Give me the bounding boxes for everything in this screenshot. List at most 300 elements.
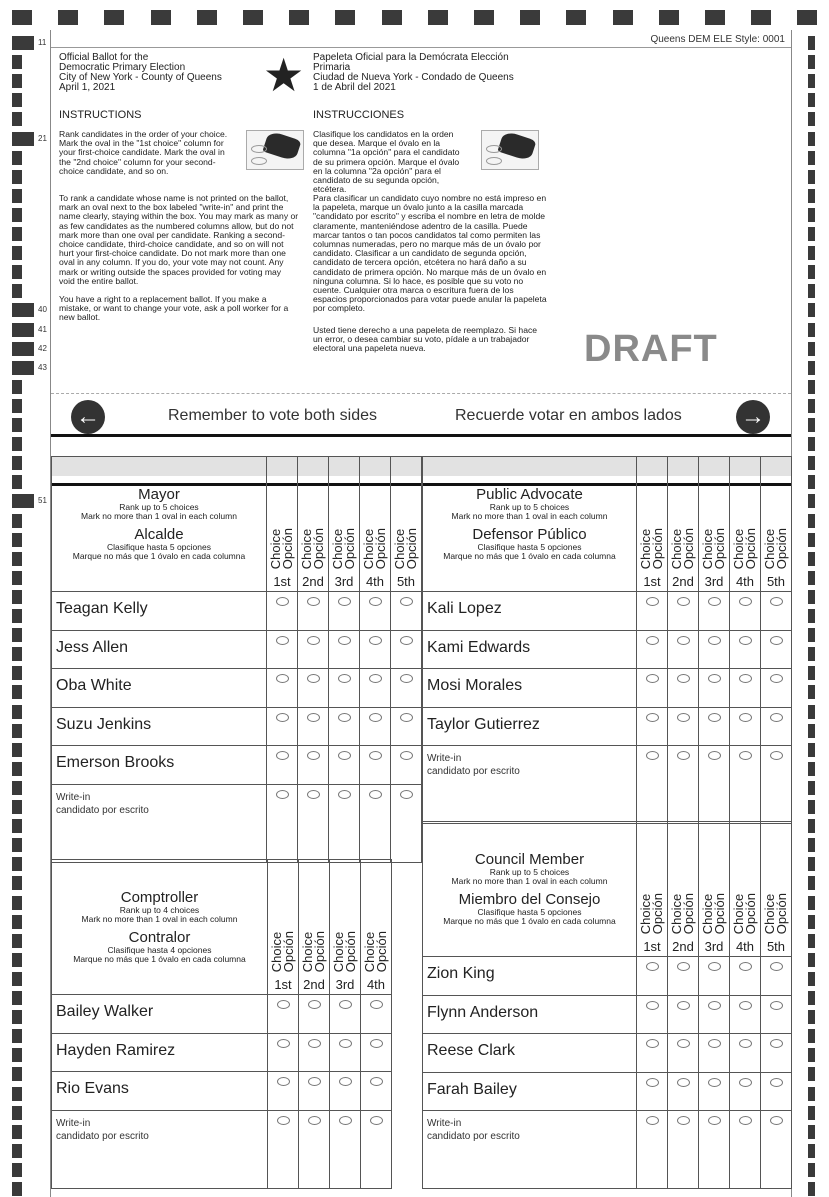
vote-oval-2[interactable] bbox=[677, 962, 690, 971]
rank-instruction-es: Clasifique hasta 5 opciones bbox=[477, 907, 582, 917]
timing-mark bbox=[797, 10, 817, 25]
vote-oval-5[interactable] bbox=[400, 713, 413, 722]
choice-label bbox=[702, 528, 726, 569]
oval-cell bbox=[361, 1110, 392, 1188]
timing-mark bbox=[12, 609, 22, 623]
vote-oval-2[interactable] bbox=[307, 597, 320, 606]
vote-oval-3[interactable] bbox=[338, 790, 351, 799]
rank-instruction-en: Rank up to 5 choices bbox=[489, 502, 570, 512]
timing-mark bbox=[12, 972, 22, 986]
vote-oval-1[interactable] bbox=[276, 674, 289, 683]
timing-mark bbox=[808, 227, 815, 241]
oval-cell bbox=[391, 707, 422, 746]
timing-mark bbox=[12, 724, 22, 738]
vote-oval-3[interactable] bbox=[708, 1116, 721, 1125]
vote-oval-5[interactable] bbox=[770, 1001, 783, 1010]
vote-oval-1[interactable] bbox=[646, 1116, 659, 1125]
choice-ordinal: 3rd bbox=[334, 574, 354, 589]
opcion-text: Opción bbox=[712, 892, 727, 934]
vote-oval-5[interactable] bbox=[400, 597, 413, 606]
oval-cell bbox=[299, 1072, 330, 1111]
timing-mark bbox=[12, 590, 22, 604]
timing-mark bbox=[12, 93, 22, 107]
candidate-row bbox=[52, 592, 422, 631]
choice-ordinal: 1st bbox=[643, 939, 661, 954]
oval-cell bbox=[298, 669, 329, 708]
choice-column-header bbox=[267, 457, 298, 592]
rank-instruction-es: Clasifique hasta 4 opciones bbox=[107, 945, 212, 955]
timing-mark bbox=[12, 1029, 22, 1043]
vote-oval-3[interactable] bbox=[339, 1077, 352, 1086]
write-in-label-en: Write-in bbox=[56, 1117, 91, 1129]
choice-column-header bbox=[761, 457, 792, 592]
timing-mark bbox=[808, 494, 815, 508]
choice-label bbox=[671, 893, 695, 934]
mark-instruction-es: Marque no más que 1 óvalo en cada columna bbox=[72, 551, 246, 561]
timing-mark bbox=[751, 10, 771, 25]
choice-ordinal: 4th bbox=[365, 574, 385, 589]
timing-mark bbox=[808, 151, 815, 165]
office-title-en: Public Advocate bbox=[476, 486, 583, 503]
oval-cell bbox=[360, 630, 391, 669]
oval-cell bbox=[761, 1034, 792, 1073]
opcion-text: Opción bbox=[774, 527, 789, 569]
mark-instruction-en: Mark no more than 1 oval in each column bbox=[451, 876, 608, 886]
vote-oval-2[interactable] bbox=[677, 1039, 690, 1048]
oval-cell bbox=[391, 592, 422, 631]
oval-cell bbox=[668, 746, 699, 824]
vote-oval-2[interactable] bbox=[677, 751, 690, 760]
oval-cell bbox=[360, 669, 391, 708]
vote-oval-1[interactable] bbox=[276, 790, 289, 799]
choice-text: Choice bbox=[269, 931, 284, 972]
oval-cell bbox=[329, 592, 360, 631]
vote-oval-4[interactable] bbox=[369, 674, 382, 683]
vote-oval-1[interactable] bbox=[276, 713, 289, 722]
vote-oval-4[interactable] bbox=[739, 1078, 752, 1087]
timing-mark bbox=[12, 991, 22, 1005]
vote-oval-3[interactable] bbox=[708, 597, 721, 606]
instructions-es-p1: Clasifique los candidatos en la orden que desea. Marque el óvalo en la columna "1a opción" para el candidato de su primera opción. Marque el óvalo en la columna "2a opción" para el candidato de su segunda opción, etcétera. bbox=[313, 129, 460, 195]
choice-column-header bbox=[361, 860, 392, 995]
vote-oval-4[interactable] bbox=[739, 962, 752, 971]
opcion-text: Opción bbox=[311, 527, 326, 569]
vote-oval-5[interactable] bbox=[770, 1039, 783, 1048]
contest-header bbox=[423, 457, 637, 592]
choice-ordinal: 4th bbox=[366, 977, 386, 992]
vote-oval-5[interactable] bbox=[770, 713, 783, 722]
opcion-text: Opción bbox=[681, 892, 696, 934]
vote-oval-4[interactable] bbox=[739, 674, 752, 683]
vote-oval-2[interactable] bbox=[677, 597, 690, 606]
vote-oval-5[interactable] bbox=[770, 751, 783, 760]
vote-oval-5[interactable] bbox=[400, 790, 413, 799]
timing-mark bbox=[808, 972, 815, 986]
vote-oval-1[interactable] bbox=[646, 962, 659, 971]
vote-oval-4[interactable] bbox=[370, 1077, 383, 1086]
choice-ordinal: 5th bbox=[396, 574, 416, 589]
vote-oval-2[interactable] bbox=[307, 713, 320, 722]
choice-column-header bbox=[730, 457, 761, 592]
choice-text: Choice bbox=[362, 931, 377, 972]
vote-oval-2[interactable] bbox=[677, 713, 690, 722]
draft-watermark: DRAFT bbox=[584, 328, 718, 370]
write-in-row bbox=[423, 746, 792, 824]
write-in-box[interactable] bbox=[52, 784, 267, 862]
office-title-es: Contralor bbox=[128, 929, 191, 946]
candidate-row bbox=[52, 746, 422, 785]
timing-mark bbox=[808, 953, 815, 967]
vote-oval-2[interactable] bbox=[677, 636, 690, 645]
oval-cell bbox=[699, 592, 730, 631]
title-line: April 1, 2021 bbox=[59, 82, 116, 93]
oval-cell bbox=[637, 630, 668, 669]
vote-oval-2[interactable] bbox=[307, 751, 320, 760]
write-in-label-en: Write-in bbox=[427, 753, 462, 764]
vote-oval-4[interactable] bbox=[370, 1039, 383, 1048]
timing-mark bbox=[808, 323, 815, 337]
vote-oval-2[interactable] bbox=[307, 790, 320, 799]
vote-oval-4[interactable] bbox=[739, 751, 752, 760]
timing-mark bbox=[12, 284, 22, 298]
timing-mark bbox=[12, 514, 22, 528]
choice-ordinal: 4th bbox=[735, 939, 755, 954]
oval-cell bbox=[330, 1110, 361, 1188]
timing-mark bbox=[12, 55, 22, 69]
timing-mark bbox=[12, 934, 22, 948]
oval-cell bbox=[699, 707, 730, 746]
write-in-row bbox=[423, 1111, 792, 1189]
marking-example-icon bbox=[246, 130, 304, 170]
office-title-en: Mayor bbox=[138, 486, 180, 503]
vote-oval-1[interactable] bbox=[646, 1039, 659, 1048]
vote-oval-4[interactable] bbox=[369, 597, 382, 606]
timing-mark bbox=[808, 552, 815, 566]
section-rule bbox=[51, 434, 791, 437]
timing-mark bbox=[808, 36, 815, 50]
oval-cell bbox=[298, 592, 329, 631]
choice-column-header bbox=[330, 860, 361, 995]
opcion-text: Opción bbox=[374, 930, 389, 972]
vote-oval-5[interactable] bbox=[770, 636, 783, 645]
choice-label bbox=[364, 931, 388, 972]
vote-oval-3[interactable] bbox=[338, 713, 351, 722]
vote-oval-3[interactable] bbox=[708, 674, 721, 683]
choice-ordinal: 1st bbox=[274, 977, 292, 992]
vote-oval-1[interactable] bbox=[646, 636, 659, 645]
vote-oval-4[interactable] bbox=[369, 751, 382, 760]
timing-mark bbox=[808, 284, 815, 298]
choice-column-header bbox=[298, 457, 329, 592]
vote-oval-3[interactable] bbox=[708, 751, 721, 760]
write-in-label-en: Write-in bbox=[427, 1118, 462, 1129]
vote-oval-2[interactable] bbox=[308, 1039, 321, 1048]
timing-mark bbox=[808, 705, 815, 719]
timing-mark bbox=[12, 552, 22, 566]
candidate-name: Flynn Anderson bbox=[423, 995, 637, 1034]
oval-cell bbox=[391, 630, 422, 669]
vote-oval-2[interactable] bbox=[307, 674, 320, 683]
oval-cell bbox=[668, 1034, 699, 1073]
candidate-name: Hayden Ramirez bbox=[52, 1033, 268, 1072]
vote-oval-4[interactable] bbox=[370, 1116, 383, 1125]
header-divider bbox=[51, 47, 791, 48]
timing-mark bbox=[12, 132, 34, 146]
oval-cell bbox=[329, 669, 360, 708]
opcion-text: Opción bbox=[712, 527, 727, 569]
timing-mark bbox=[12, 571, 22, 585]
vote-oval-4[interactable] bbox=[739, 1039, 752, 1048]
oval-cell bbox=[699, 1034, 730, 1073]
timing-mark bbox=[335, 10, 355, 25]
vote-oval-4[interactable] bbox=[369, 713, 382, 722]
vote-oval-5[interactable] bbox=[770, 1078, 783, 1087]
vote-oval-5[interactable] bbox=[400, 751, 413, 760]
candidate-name: Teagan Kelly bbox=[52, 592, 267, 631]
vote-oval-3[interactable] bbox=[339, 1116, 352, 1125]
vote-oval-1[interactable] bbox=[277, 1000, 290, 1009]
timing-mark bbox=[808, 781, 815, 795]
timing-mark-label: 41 bbox=[38, 325, 47, 334]
vote-oval-5[interactable] bbox=[400, 674, 413, 683]
choice-label bbox=[333, 931, 357, 972]
timing-mark bbox=[12, 685, 22, 699]
vote-oval-2[interactable] bbox=[308, 1116, 321, 1125]
timing-mark bbox=[12, 915, 22, 929]
candidate-row bbox=[423, 995, 792, 1034]
vote-oval-2[interactable] bbox=[677, 674, 690, 683]
timing-mark bbox=[808, 74, 815, 88]
vote-oval-3[interactable] bbox=[708, 1001, 721, 1010]
write-in-label-es: candidato por escrito bbox=[427, 1131, 520, 1142]
oval-cell bbox=[668, 592, 699, 631]
vote-oval-3[interactable] bbox=[339, 1000, 352, 1009]
instructions-en-p3: You have a right to a replacement ballot. If you make a mistake, or want to change your vote, ask a poll worker for a new ballot. bbox=[59, 294, 289, 323]
timing-mark bbox=[808, 762, 815, 776]
choice-text: Choice bbox=[731, 528, 746, 569]
oval-cell bbox=[329, 707, 360, 746]
oval-cell bbox=[361, 995, 392, 1034]
oval-cell bbox=[268, 1033, 299, 1072]
timing-mark bbox=[808, 1029, 815, 1043]
oval-cell bbox=[699, 1072, 730, 1111]
rank-instruction-en: Rank up to 5 choices bbox=[119, 502, 199, 512]
vote-oval-4[interactable] bbox=[739, 636, 752, 645]
choice-ordinal: 1st bbox=[273, 574, 291, 589]
timing-mark bbox=[12, 189, 22, 203]
timing-mark bbox=[12, 781, 22, 795]
vote-oval-2[interactable] bbox=[307, 636, 320, 645]
oval-cell bbox=[298, 707, 329, 746]
vote-oval-2[interactable] bbox=[677, 1001, 690, 1010]
write-in-box[interactable] bbox=[423, 746, 637, 824]
vote-oval-5[interactable] bbox=[400, 636, 413, 645]
vote-oval-1[interactable] bbox=[276, 597, 289, 606]
candidate-name: Emerson Brooks bbox=[52, 746, 267, 785]
timing-mark bbox=[808, 1010, 815, 1024]
candidate-name: Kami Edwards bbox=[423, 630, 637, 669]
timing-mark bbox=[520, 10, 540, 25]
oval-cell bbox=[699, 1111, 730, 1189]
oval-cell bbox=[761, 995, 792, 1034]
vote-oval-1[interactable] bbox=[646, 597, 659, 606]
vote-oval-1[interactable] bbox=[277, 1116, 290, 1125]
timing-mark bbox=[808, 991, 815, 1005]
vote-oval-3[interactable] bbox=[708, 962, 721, 971]
timing-mark bbox=[12, 743, 22, 757]
choice-label bbox=[733, 893, 757, 934]
timing-mark bbox=[12, 1087, 22, 1101]
timing-mark bbox=[808, 915, 815, 929]
oval-cell bbox=[668, 1072, 699, 1111]
timing-mark bbox=[12, 437, 22, 451]
choice-text: Choice bbox=[300, 931, 315, 972]
vote-oval-2[interactable] bbox=[308, 1000, 321, 1009]
candidate-name: Suzu Jenkins bbox=[52, 707, 267, 746]
oval-cell bbox=[668, 1111, 699, 1189]
write-in-box[interactable] bbox=[52, 1110, 268, 1188]
write-in-row bbox=[52, 784, 422, 862]
vote-oval-3[interactable] bbox=[338, 636, 351, 645]
vote-oval-3[interactable] bbox=[338, 597, 351, 606]
vote-oval-1[interactable] bbox=[646, 713, 659, 722]
opcion-text: Opción bbox=[650, 527, 665, 569]
timing-mark bbox=[12, 1163, 22, 1177]
oval-cell bbox=[361, 1033, 392, 1072]
timing-mark bbox=[474, 10, 494, 25]
mark-instruction-en: Mark no more than 1 oval in each column bbox=[81, 511, 237, 521]
vote-oval-4[interactable] bbox=[739, 1001, 752, 1010]
opcion-text: Opción bbox=[343, 930, 358, 972]
instructions-en-p1: Rank candidates in the order of your choice. Mark the oval in the "1st choice" column for your first-choice candidate. Mark the oval in the "2nd choice" column for your second-choice candidate, and so on. bbox=[59, 129, 228, 176]
vote-oval-2[interactable] bbox=[677, 1116, 690, 1125]
timing-mark bbox=[808, 189, 815, 203]
choice-label bbox=[271, 931, 295, 972]
timing-mark bbox=[12, 246, 22, 260]
arrow-left-icon: ← bbox=[71, 400, 105, 434]
choice-text: Choice bbox=[268, 528, 283, 569]
vote-oval-1[interactable] bbox=[646, 674, 659, 683]
vote-oval-3[interactable] bbox=[339, 1039, 352, 1048]
vote-oval-4[interactable] bbox=[369, 790, 382, 799]
vote-oval-4[interactable] bbox=[370, 1000, 383, 1009]
vote-oval-1[interactable] bbox=[646, 751, 659, 760]
timing-mark-label: 40 bbox=[38, 305, 47, 314]
timing-mark bbox=[808, 743, 815, 757]
timing-mark bbox=[808, 1163, 815, 1177]
instructions-es-p3: Usted tiene derecho a una papeleta de reemplazo. Si hace un error, o desea cambiar su voto, pídale a un trabajador electoral una papeleta nueva. bbox=[313, 325, 538, 354]
vote-oval-4[interactable] bbox=[739, 1116, 752, 1125]
vote-oval-4[interactable] bbox=[739, 597, 752, 606]
oval-cell bbox=[391, 669, 422, 708]
timing-mark bbox=[12, 399, 22, 413]
vote-oval-1[interactable] bbox=[276, 636, 289, 645]
timing-mark bbox=[808, 800, 815, 814]
oval-cell bbox=[329, 746, 360, 785]
choice-text: Choice bbox=[669, 893, 684, 934]
vote-oval-4[interactable] bbox=[369, 636, 382, 645]
timing-mark bbox=[289, 10, 309, 25]
oval-cell bbox=[268, 995, 299, 1034]
contest-council-member bbox=[422, 821, 792, 1189]
oval-cell bbox=[637, 957, 668, 996]
contest-header bbox=[52, 457, 267, 592]
choice-label bbox=[671, 528, 695, 569]
vote-oval-5[interactable] bbox=[770, 674, 783, 683]
vote-oval-3[interactable] bbox=[338, 751, 351, 760]
oval-cell bbox=[330, 1033, 361, 1072]
candidate-row bbox=[52, 995, 392, 1034]
timing-mark bbox=[12, 1010, 22, 1024]
timing-mark bbox=[613, 10, 633, 25]
timing-mark bbox=[808, 342, 815, 356]
choice-text: Choice bbox=[361, 528, 376, 569]
vote-oval-3[interactable] bbox=[708, 1039, 721, 1048]
choice-column-header bbox=[391, 457, 422, 592]
vote-oval-2[interactable] bbox=[308, 1077, 321, 1086]
oval-cell bbox=[761, 957, 792, 996]
timing-mark bbox=[808, 208, 815, 222]
oval-cell bbox=[298, 746, 329, 785]
timing-mark bbox=[151, 10, 171, 25]
vote-oval-5[interactable] bbox=[770, 597, 783, 606]
choice-label bbox=[302, 931, 326, 972]
vote-oval-3[interactable] bbox=[708, 1078, 721, 1087]
vote-oval-4[interactable] bbox=[739, 713, 752, 722]
oval-cell bbox=[298, 784, 329, 862]
timing-mark bbox=[808, 93, 815, 107]
instructions-heading-es: INSTRUCCIONES bbox=[313, 109, 405, 121]
choice-label bbox=[394, 528, 418, 569]
write-in-row bbox=[52, 1110, 392, 1188]
vote-oval-1[interactable] bbox=[646, 1001, 659, 1010]
write-in-box[interactable] bbox=[423, 1111, 637, 1189]
oval-cell bbox=[730, 957, 761, 996]
timing-mark bbox=[428, 10, 448, 25]
oval-cell bbox=[699, 746, 730, 824]
timing-mark bbox=[808, 361, 815, 375]
oval-cell bbox=[637, 707, 668, 746]
ballot-title-english bbox=[59, 53, 222, 93]
oval-cell bbox=[391, 784, 422, 862]
oval-cell bbox=[637, 1072, 668, 1111]
vote-oval-1[interactable] bbox=[646, 1078, 659, 1087]
timing-mark bbox=[12, 303, 34, 317]
mark-instruction-es: Marque no más que 1 óvalo en cada columna bbox=[443, 916, 616, 926]
candidate-row bbox=[52, 1072, 392, 1111]
timing-mark bbox=[12, 1125, 22, 1139]
vote-oval-2[interactable] bbox=[677, 1078, 690, 1087]
timing-mark bbox=[197, 10, 217, 25]
choice-label bbox=[640, 893, 664, 934]
timing-mark bbox=[12, 227, 22, 241]
timing-mark bbox=[12, 896, 22, 910]
vote-oval-5[interactable] bbox=[770, 1116, 783, 1125]
vote-oval-3[interactable] bbox=[708, 713, 721, 722]
candidate-row bbox=[423, 1072, 792, 1111]
vote-oval-1[interactable] bbox=[277, 1077, 290, 1086]
choice-ordinal: 2nd bbox=[303, 977, 325, 992]
vote-oval-1[interactable] bbox=[276, 751, 289, 760]
candidate-row bbox=[52, 669, 422, 708]
timing-mark bbox=[808, 896, 815, 910]
vote-oval-3[interactable] bbox=[338, 674, 351, 683]
oval-cell bbox=[699, 995, 730, 1034]
vote-oval-5[interactable] bbox=[770, 962, 783, 971]
vote-oval-1[interactable] bbox=[277, 1039, 290, 1048]
vote-oval-3[interactable] bbox=[708, 636, 721, 645]
timing-mark bbox=[808, 1125, 815, 1139]
